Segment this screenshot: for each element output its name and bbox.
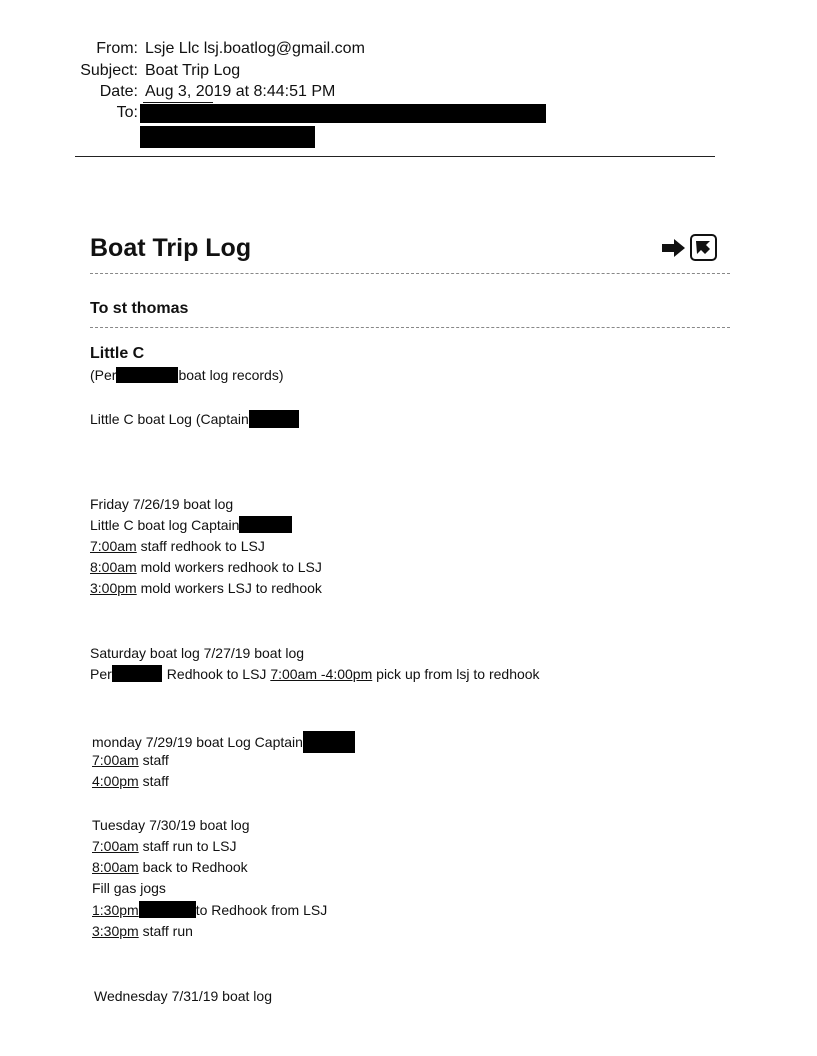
svg-text:+: + [699,249,704,258]
redaction-captain-1 [249,410,299,428]
friday-entry-2 [90,559,322,575]
date-underline [143,102,213,103]
from-label: From: [96,40,138,57]
entry-text: mold workers redhook to LSJ [136,559,322,575]
date-value: Aug 3, 2019 at 8:44:51 PM [145,83,336,100]
tuesday-heading: Tuesday 7/30/19 boat log [92,817,250,833]
section-heading: Little C [90,345,145,362]
wednesday-heading: Wednesday 7/31/19 boat log [94,988,272,1004]
saturday-entry [90,665,540,682]
share-note-icon[interactable] [690,234,717,261]
header-divider [75,156,715,157]
source-prefix: (Per [90,367,117,383]
time-link[interactable]: 1:30pm [92,902,139,918]
time-link[interactable]: 7:00am [90,538,137,554]
time-link[interactable]: 7:00am [92,838,139,854]
from-value: Lsje Llc lsj.boatlog@gmail.com [145,40,365,57]
redaction-captain-3 [303,731,355,753]
tuesday-entry-2 [92,859,248,875]
time-link[interactable]: 8:00am [92,859,139,875]
monday-heading-line [92,731,355,753]
redaction-source [116,367,178,383]
source-suffix: boat log records) [178,367,284,383]
tuesday-entry-1 [92,838,237,854]
redaction-to-2 [140,126,315,148]
friday-captain-text: Little C boat log Captain [90,517,240,533]
to-label: To: [116,104,138,121]
monday-entry-2 [92,773,169,789]
title-divider [90,273,730,274]
subtitle-divider [90,327,730,328]
entry-text: staff [138,752,169,768]
entry-text: staff run [138,923,193,939]
friday-entry-3 [90,580,322,596]
redaction-saturday [112,665,162,682]
redaction-captain-2 [239,516,292,533]
tuesday-entry-4 [92,901,327,918]
saturday-rest: pick up from lsj to redhook [372,666,540,682]
note-title: Boat Trip Log [90,234,252,262]
friday-heading: Friday 7/26/19 boat log [90,496,234,512]
date-label: Date: [99,83,138,100]
boat-log-captain-line [90,410,299,428]
entry-text: staff run to LSJ [138,838,237,854]
note-subtitle: To st thomas [90,300,189,317]
monday-heading: monday 7/29/19 boat Log Captain [92,734,303,750]
subject-label: Subject: [80,62,138,79]
time-link[interactable]: 7:00am -4:00pm [270,666,373,682]
saturday-per: Per [90,666,112,682]
time-link[interactable]: 3:00pm [90,580,137,596]
arrow-right-icon[interactable] [662,238,686,258]
entry-text: staff redhook to LSJ [136,538,265,554]
boat-log-captain-text: Little C boat Log (Captain [90,411,249,427]
entry-text: mold workers LSJ to redhook [136,580,322,596]
time-link[interactable]: 7:00am [92,752,139,768]
friday-entry-1 [90,538,265,554]
time-link[interactable]: 4:00pm [92,773,139,789]
monday-entry-1 [92,752,169,768]
entry-text: to Redhook from LSJ [195,902,328,918]
entry-text: staff [138,773,169,789]
friday-captain-line [90,516,292,533]
entry-text: back to Redhook [138,859,248,875]
time-link[interactable]: 8:00am [90,559,137,575]
source-line [90,367,284,383]
time-link[interactable]: 3:30pm [92,923,139,939]
subject-value: Boat Trip Log [145,62,241,79]
redaction-tuesday [139,901,196,918]
redaction-to-1 [140,104,546,123]
saturday-route: Redhook to LSJ [166,666,271,682]
tuesday-entry-3: Fill gas jogs [92,880,166,896]
tuesday-entry-5 [92,923,193,939]
saturday-heading: Saturday boat log 7/27/19 boat log [90,645,305,661]
